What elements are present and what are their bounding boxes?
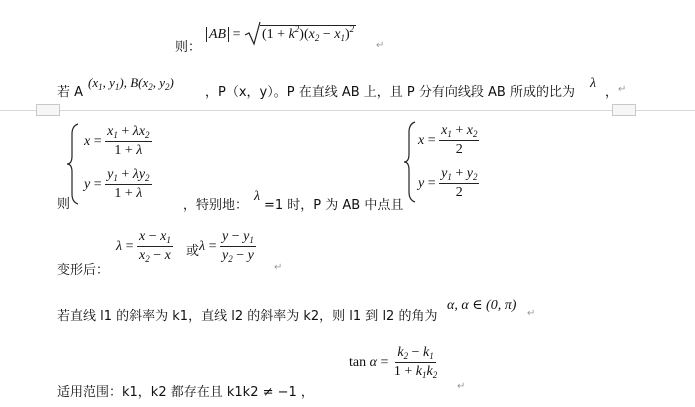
line4-or: 或 <box>186 244 200 259</box>
paragraph-mark: ↵ <box>376 40 385 51</box>
lambda-symbol: λ <box>590 76 597 91</box>
paragraph-mark: ↵ <box>527 308 536 319</box>
line3-mid: ，特别地： <box>183 198 249 213</box>
line4-label: 变形后： <box>57 263 110 278</box>
midpoint-y-formula: y = $\frac{y_1 + y_2}{2}$ <box>418 166 478 201</box>
ab-distance-formula: AB = $(1 + k^2)(x_2 - x_1)^2$ <box>206 20 356 46</box>
page-break-marker-right <box>612 104 636 116</box>
page-break-line <box>0 110 695 111</box>
midpoint-x-formula: x = $\frac{x_1 + x_2}{2}$ <box>418 123 478 158</box>
left-brace-icon <box>66 122 80 206</box>
lambda-x-formula: λ = $\frac{x - x_1}{x_2 - x}$ <box>116 229 171 265</box>
line5-text: 若直线 l1 的斜率为 k1，直线 l2 的斜率为 k2，则 l1 到 l2 的角为 <box>57 309 438 324</box>
line1-label: 则： <box>175 40 202 55</box>
line2-text-b: ，P（x，y）。P 在直线 AB 上，且 P 分有向线段 AB 所成的比为 <box>205 85 575 100</box>
page-break-marker-left <box>36 104 60 116</box>
angle-range: α, α ∈ (0, π) <box>447 298 517 313</box>
line3-ze: 则 <box>57 197 71 212</box>
line2-text-c: ， <box>605 85 619 100</box>
paragraph-mark: ↵ <box>618 84 627 95</box>
y-section-formula: y = $\frac{y_1 + \lambda y_2}{1 + \lambda}$ <box>84 167 150 202</box>
paragraph-mark: ↵ <box>457 381 466 392</box>
left-brace-icon <box>403 120 417 204</box>
line6-text: 适用范围：k1，k2 都存在且 k1k2 ≠ −1 ， <box>57 385 314 400</box>
paragraph-mark: ↵ <box>274 262 283 273</box>
lambda-y-formula: λ = $\frac{y - y_1}{y_2 - y}$ <box>199 229 254 265</box>
line2-text-a: 若 A <box>57 85 84 100</box>
line3-eq1: =1 时，P 为 AB 中点且 <box>264 198 404 213</box>
points-ab: ($x_1$, $y_1$), $B(x_2$, $y_2$) <box>88 75 174 92</box>
x-section-formula: x = $\frac{x_1 + \lambda x_2}{1 + \lambda}$ <box>84 124 150 159</box>
tan-alpha-formula: tan α = $\frac{k_2 - k_1}{1 + k_1k_2}$ <box>349 345 438 381</box>
lambda-symbol: λ <box>254 189 261 204</box>
